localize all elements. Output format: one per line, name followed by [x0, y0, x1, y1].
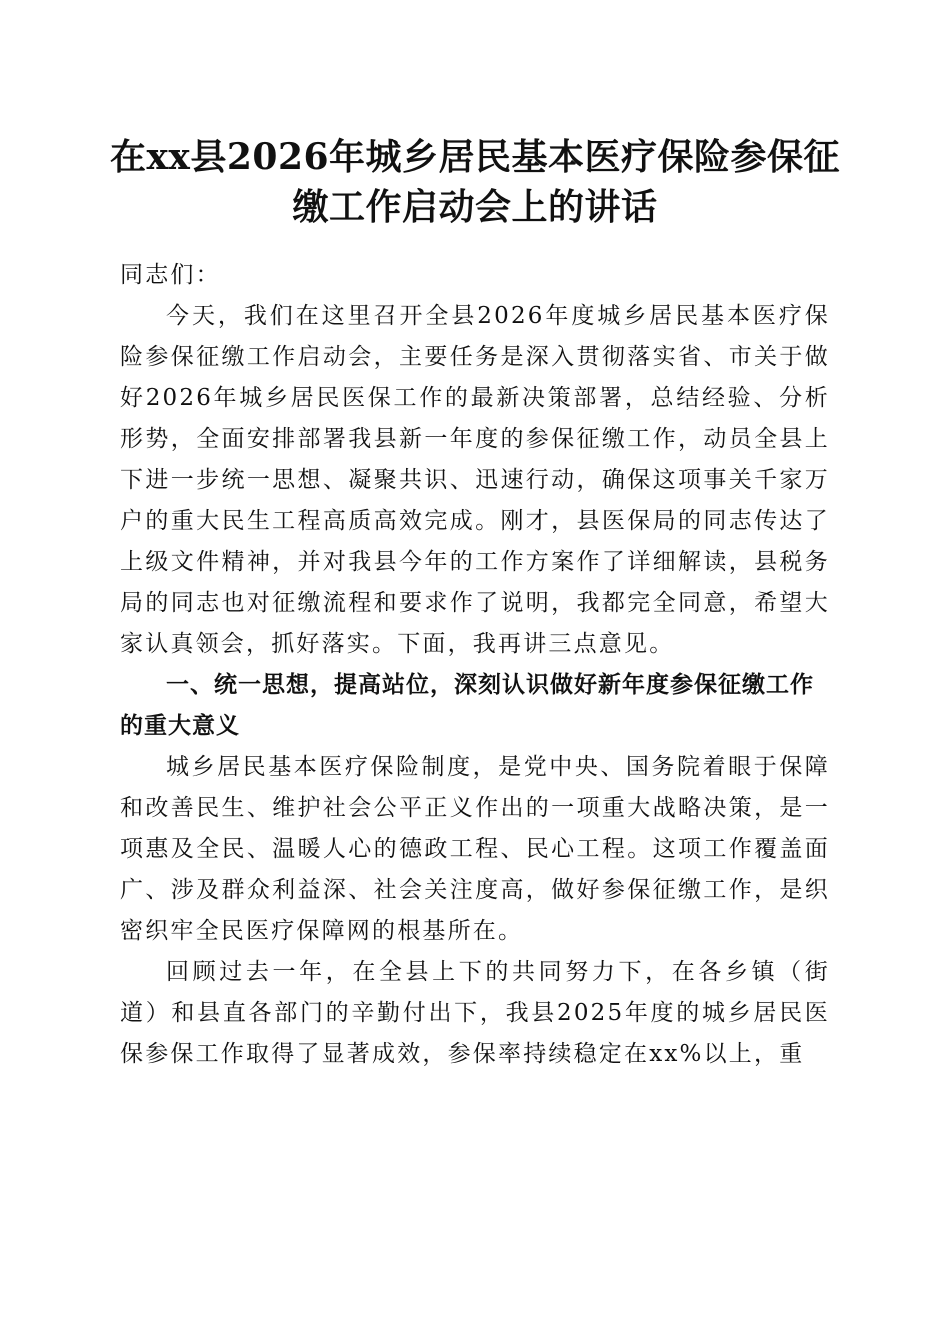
section-heading-1: 一、统一思想，提高站位，深刻认识做好新年度参保征缴工作的重大意义 [120, 672, 814, 739]
paragraph-significance: 城乡居民基本医疗保险制度，是党中央、国务院着眼于保障和改善民生、维护社会公平正义作出的一项重大战略决策，是一项惠及全民、温暖人心的德政工程、民心工程。这项工作覆盖面广、涉及群众利益深、社会关注度高，做好参保征缴工作，是织密织牢全民医疗保障网的根基所在。 [120, 754, 830, 944]
paragraph-intro: 今天，我们在这里召开全县2026年度城乡居民基本医疗保险参保征缴工作启动会，主要任务是深入贯彻落实省、市关于做好2026年城乡居民医保工作的最新决策部署，总结经验、分析形势，全面安排部署我县新一年度的参保征缴工作，动员全县上下进一步统一思想、凝聚共识、迅速行动，确保这项事关千家万户的重大民生工程高质高效完成。刚才，县医保局的同志传达了上级文件精神，并对我县今年的工作方案作了详细解读，县税务局的同志也对征缴流程和要求作了说明，我都完全同意，希望大家认真领会，抓好落实。下面，我再讲三点意见。 [120, 303, 830, 657]
document-title [100, 132, 850, 232]
title-line-2: 缴工作启动会上的讲话 [292, 186, 658, 228]
title-line-1: 在xx县2026年城乡居民基本医疗保险参保征 [109, 136, 841, 178]
document-body [120, 255, 830, 1075]
paragraph-review: 回顾过去一年，在全县上下的共同努力下，在各乡镇（街道）和县直各部门的辛勤付出下，我县2025年度的城乡居民医保参保工作取得了显著成效，参保率持续稳定在xx%以上，重 [120, 959, 830, 1067]
greeting: 同志们： [120, 262, 221, 288]
